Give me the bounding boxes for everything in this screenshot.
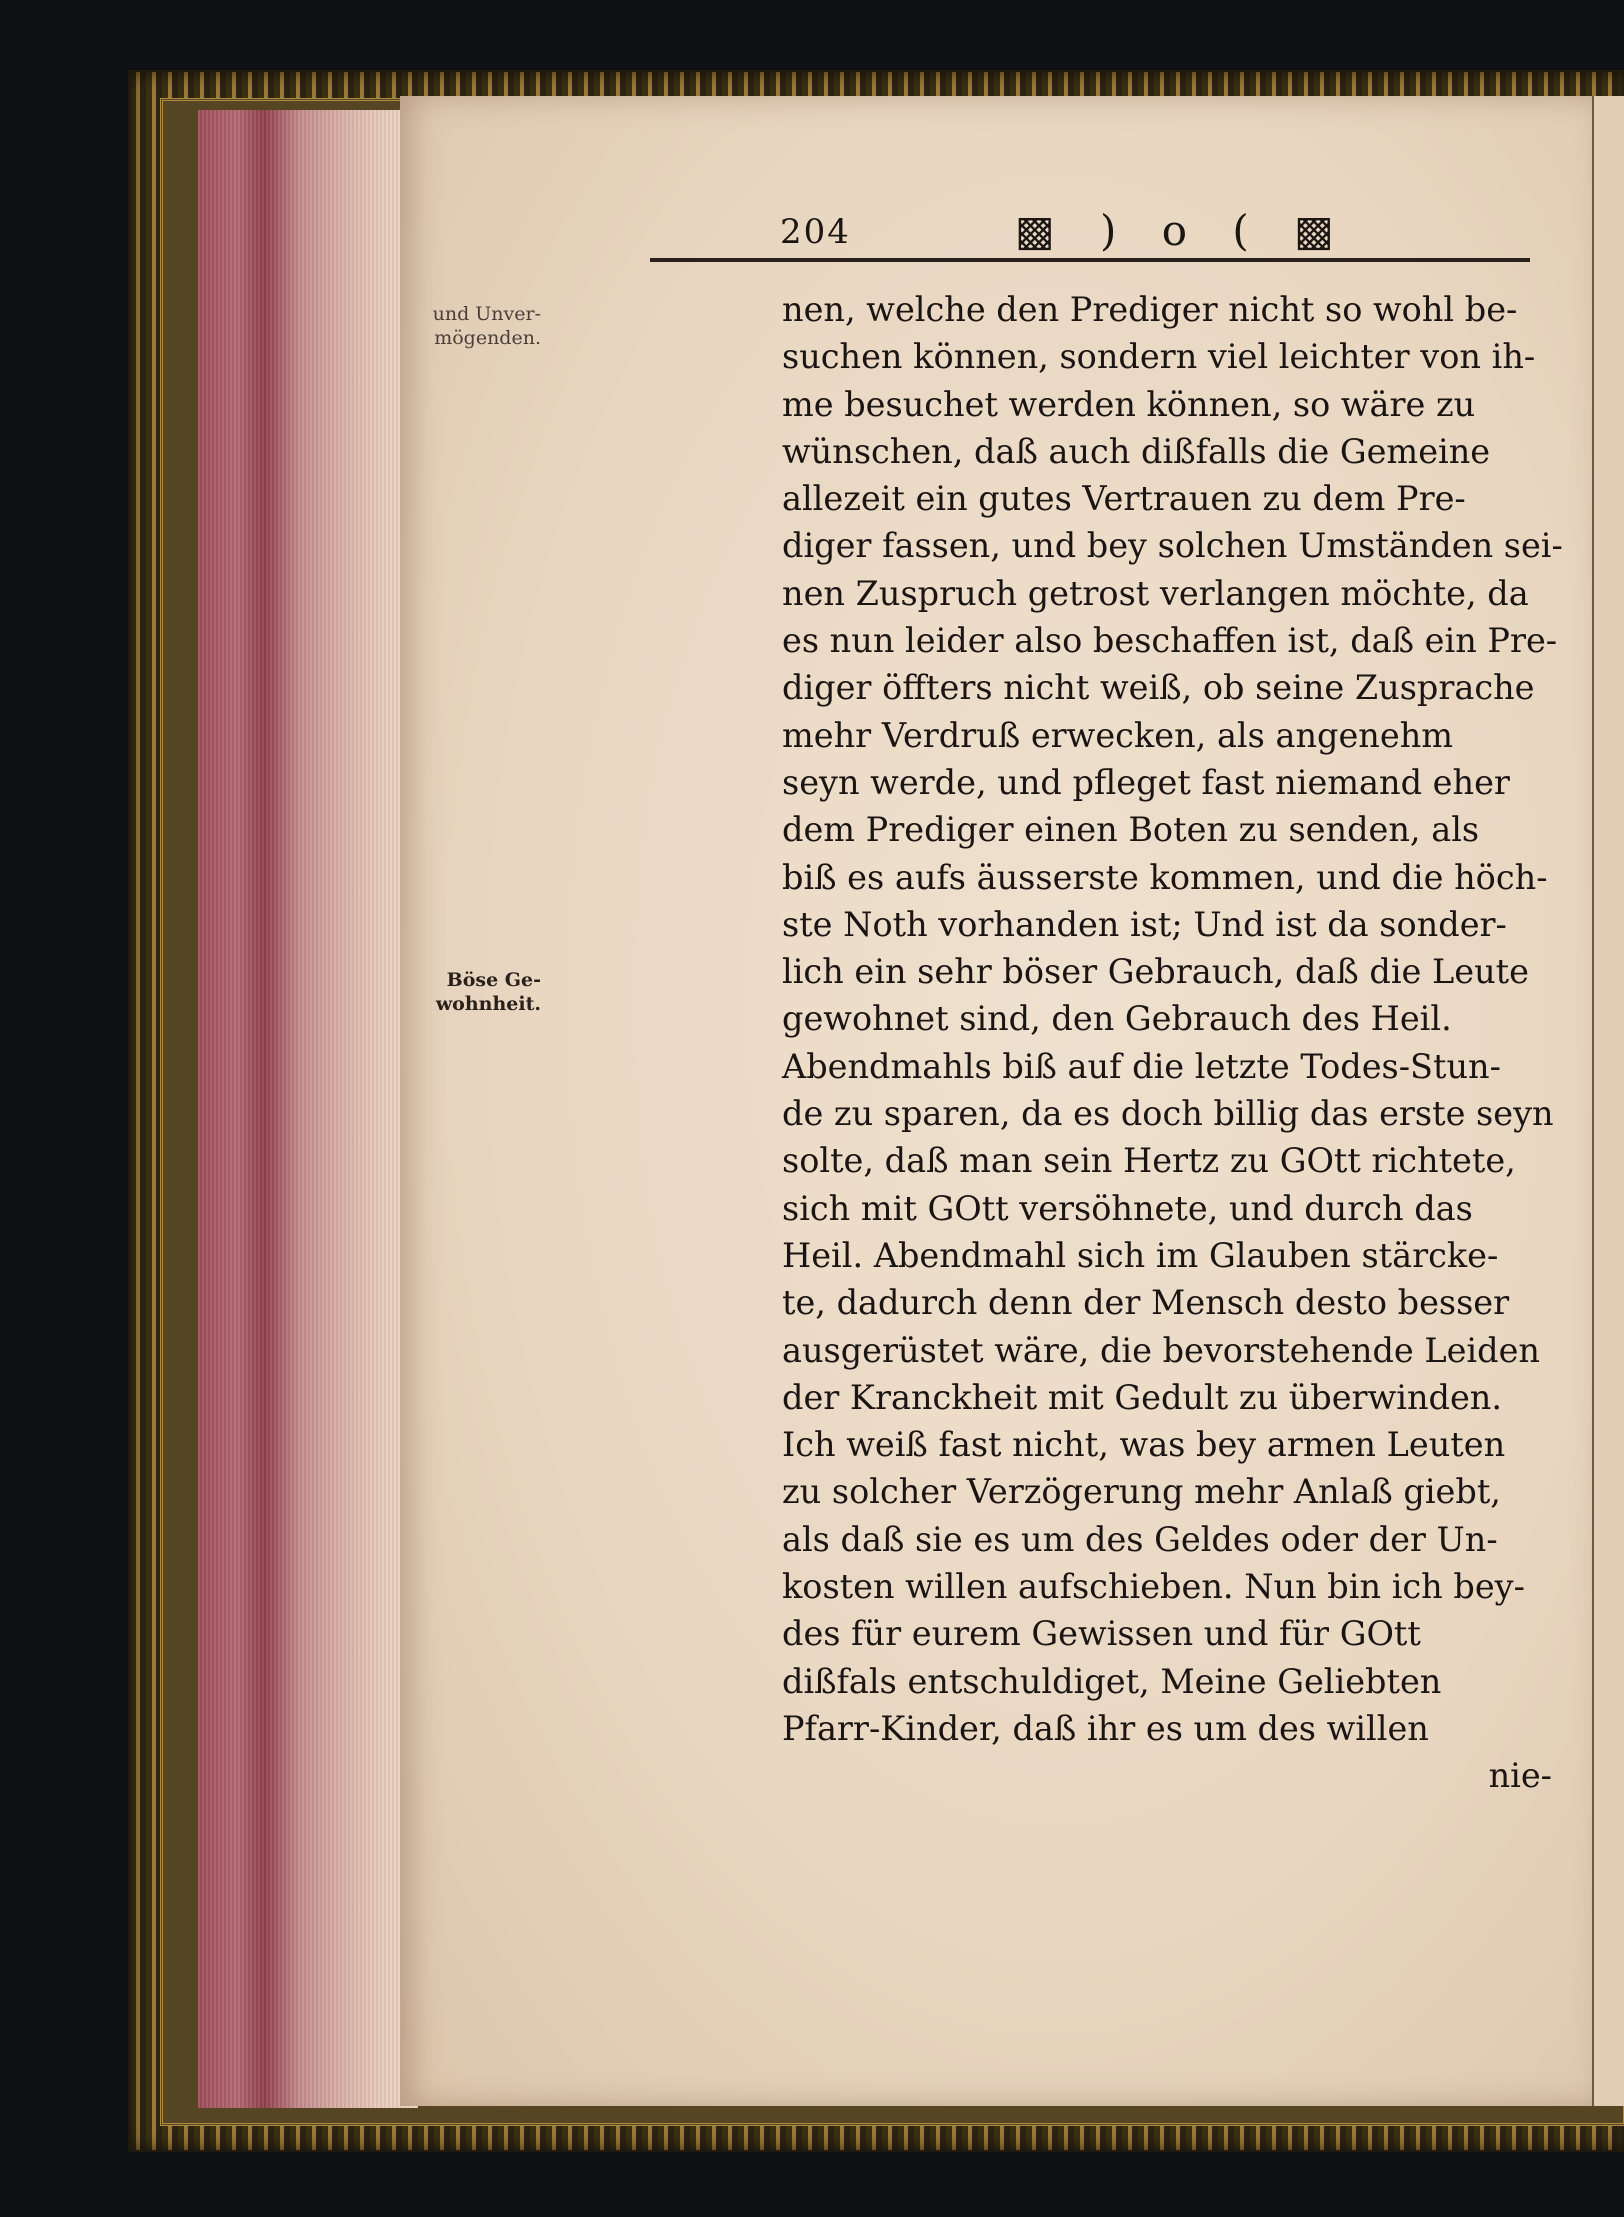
text-line: sich mit GOtt versöhnete, und durch das <box>782 1188 1473 1228</box>
facing-page-edge <box>1592 96 1624 2106</box>
text-line: des für eurem Gewissen und für GOtt <box>782 1614 1421 1654</box>
text-line: biß es aufs äusserste kommen, und die höch- <box>782 857 1548 897</box>
text-line: diger fassen, und bey solchen Umständen sei- <box>782 526 1563 566</box>
text-line: es nun leider also beschaffen ist, daß ein Pre- <box>782 621 1558 661</box>
page-edges <box>198 110 418 2108</box>
text-line: me besuchet werden können, so wäre zu <box>782 384 1476 424</box>
text-line: Pfarr-Kinder, daß ihr es um des willen <box>782 1708 1429 1748</box>
text-line: nen, welche den Prediger nicht so wohl be- <box>782 290 1518 329</box>
body-text <box>782 286 1563 1800</box>
margin-note-line: wohnheit. <box>435 993 541 1015</box>
text-line: wünschen, daß auch dißfalls die Gemeine <box>782 431 1491 471</box>
text-line: solte, daß man sein Hertz zu GOtt richtete, <box>782 1141 1516 1181</box>
text-line: allezeit ein gutes Vertrauen zu dem Pre- <box>782 479 1466 519</box>
header-ornament: ▩ ) o ( ▩ <box>1015 206 1350 255</box>
text-line: seyn werde, und pfleget fast niemand eher <box>782 762 1510 802</box>
text-line: Ich weiß fast nicht, was bey armen Leuten <box>782 1425 1506 1465</box>
page-header <box>780 206 1560 255</box>
margin-note <box>401 302 541 350</box>
book-page <box>400 96 1592 2106</box>
text-line: kosten willen aufschieben. Nun bin ich bey- <box>782 1567 1525 1607</box>
text-line: nen Zuspruch getrost verlangen möchte, da <box>782 573 1529 613</box>
text-line: der Kranckheit mit Gedult zu überwinden. <box>782 1377 1503 1417</box>
text-line: zu solcher Verzögerung mehr Anlaß giebt, <box>782 1472 1501 1512</box>
text-line: diger öffters nicht weiß, ob seine Zusprache <box>782 668 1535 708</box>
text-line: de zu sparen, da es doch billig das erste seyn <box>782 1094 1554 1134</box>
text-line: dißfals entschuldiget, Meine Geliebten <box>782 1661 1442 1701</box>
margin-note-line: mögenden. <box>434 327 541 349</box>
text-line: mehr Verdruß erwecken, als angenehm <box>782 715 1454 755</box>
text-line: ste Noth vorhanden ist; Und ist da sonder- <box>782 904 1507 944</box>
text-line: suchen können, sondern viel leichter von ih- <box>782 337 1536 377</box>
text-line: Abendmahls biß auf die letzte Todes-Stun- <box>782 1046 1501 1086</box>
page-number: 204 <box>780 212 851 252</box>
catchword: nie- <box>1488 1756 1552 1796</box>
text-line: gewohnet sind, den Gebrauch des Heil. <box>782 999 1452 1039</box>
margin-note-line: und Unver- <box>432 303 541 325</box>
text-line: dem Prediger einen Boten zu senden, als <box>782 810 1480 850</box>
text-line: Heil. Abendmahl sich im Glauben stärcke- <box>782 1235 1499 1275</box>
header-rule <box>650 258 1530 262</box>
margin-note-line: Böse Ge- <box>446 969 541 991</box>
margin-note <box>401 968 541 1016</box>
text-line: als daß sie es um des Geldes oder der Un- <box>782 1519 1498 1559</box>
text-line: ausgerüstet wäre, die bevorstehende Leiden <box>782 1330 1540 1370</box>
text-line: te, dadurch denn der Mensch desto besser <box>782 1283 1510 1323</box>
text-line: lich ein sehr böser Gebrauch, daß die Leute <box>782 952 1529 992</box>
